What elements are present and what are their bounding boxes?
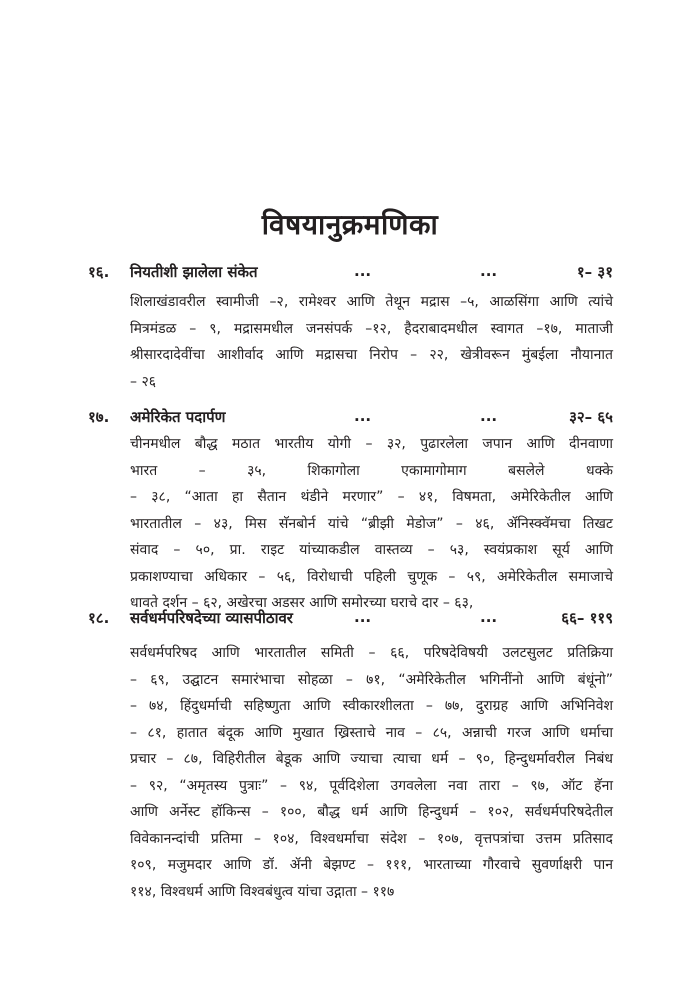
- chapter-contents: [130, 640, 613, 905]
- leader-dots: ...: [480, 262, 498, 280]
- contents-line: संवाद – ५०, प्रा. राइट यांच्याकडील वास्तव्य – ५३, स्वयंप्रकाश सूर्य आणि: [130, 542, 613, 558]
- chapter-heading: [88, 407, 613, 431]
- leader-dots: ...: [354, 407, 372, 425]
- chapter-contents: [130, 289, 613, 395]
- leader-dots: ...: [480, 407, 498, 425]
- chapter-number: १८.: [88, 609, 110, 627]
- page-range: १– ३१: [576, 263, 613, 281]
- contents-line: सर्वधर्मपरिषद आणि भारतातील समिती – ६६, परिषदेविषयी उलटसुलट प्रतिक्रिया: [130, 645, 613, 661]
- leader-dots: ...: [480, 608, 498, 626]
- contents-line: आणि अर्नेस्ट हॉकिन्स – १००, बौद्ध धर्म आणि हिन्दुधर्म – १०२, सर्वधर्मपरिषदेतील: [130, 804, 613, 820]
- contents-line: ११४, विश्वधर्म आणि विश्वबंधुत्व यांचा उद्गाता – ११७: [130, 883, 395, 900]
- contents-line: प्रकाशण्याचा अधिकार – ५६, विरोधाची पहिली चुणूक – ५९, अमेरिकेतील समाजाचे: [130, 568, 613, 585]
- contents-line: विवेकानन्दांची प्रतिमा – १०४, विश्वधर्माचा संदेश – १०७, वृत्तपत्रांचा उत्तम प्रतिसाद: [130, 830, 613, 847]
- contents-line: चीनमधील बौद्ध मठात भारतीय योगी – ३२, पुढारलेला जपान आणि दीनवाणा: [130, 436, 613, 452]
- contents-line: – ८१, हातात बंदूक आणि मुखात ख्रिस्ताचे नाव – ८५, अन्नाची गरज आणि धर्माचा: [130, 724, 613, 741]
- chapter-contents: [130, 431, 613, 617]
- page-range: ३२– ६५: [569, 408, 613, 426]
- contents-line: – ९२, “अमृतस्य पुत्राः” – ९४, पूर्वदिशेला उगवलेला नवा तारा – ९७, ऑट हॅना: [130, 777, 613, 794]
- contents-line: – ६९, उद्घाटन समारंभाचा सोहळा – ७१, “अमेरिकेतील भगिनींनो आणि बंधूंनो”: [130, 671, 613, 688]
- contents-line: शिलाखंडावरील स्वामीजी –२, रामेश्वर आणि तेथून मद्रास –५, आळसिंगा आणि त्यांचे: [130, 294, 613, 310]
- contents-line: १०९, मजुमदार आणि डॉ. ॲनी बेझण्ट – १११, भारताच्या गौरवाचे सुवर्णाक्षरी पान: [130, 857, 613, 873]
- contents-line: भारत – ३५, शिकागोला एकामागोमाग बसलेले धक्के: [130, 462, 613, 479]
- chapter-title: अमेरिकेत पदार्पण: [130, 408, 226, 426]
- contents-line: – ७४, हिंदुधर्माची सहिष्णुता आणि स्वीकारशीलता – ७७, दुराग्रह आणि अभिनिवेश: [130, 698, 613, 714]
- contents-line: – २६: [130, 373, 157, 390]
- contents-line: श्रीसारदादेवींचा आशीर्वाद आणि मद्रासचा निरोप – २२, खेत्रीवरून मुंबईला नौयानात: [130, 347, 613, 363]
- contents-line: प्रचार – ८७, विहिरीतील बेडूक आणि ज्याचा त्याचा धर्म – ९०, हिन्दुधर्मावरील निबंध: [130, 751, 613, 767]
- chapter-title: नियतीशी झालेला संकेत: [130, 263, 258, 281]
- leader-dots: ...: [354, 608, 372, 626]
- chapter-number: १७.: [88, 408, 110, 426]
- page-title: विषयानुक्रमणिका: [261, 208, 439, 241]
- page-range: ६६– ११९: [561, 609, 613, 627]
- contents-line: मित्रमंडळ – ९, मद्रासमधील जनसंपर्क –१२, हैदराबादमधील स्वागत –१७, माताजी: [130, 320, 613, 337]
- contents-line: भारतातील – ४३, मिस सॅनबोर्न यांचे “ब्रीझी मेडोज” – ४६, ॲनिस्क्वॅमचा तिखट: [130, 515, 613, 532]
- chapter-number: १६.: [88, 263, 110, 281]
- chapter-heading: [88, 262, 613, 286]
- chapter-heading: [88, 608, 613, 632]
- contents-line: धावते दर्शन – ६२, अखेरचा अडसर आणि समोरच्या घराचे दार – ६३,: [130, 595, 474, 611]
- leader-dots: ...: [354, 262, 372, 280]
- contents-line: – ३८, “आता हा सैतान थंडीने मरणार” – ४१, विषमता, अमेरिकेतील आणि: [130, 489, 613, 505]
- chapter-title: सर्वधर्मपरिषदेच्या व्यासपीठावर: [130, 609, 293, 627]
